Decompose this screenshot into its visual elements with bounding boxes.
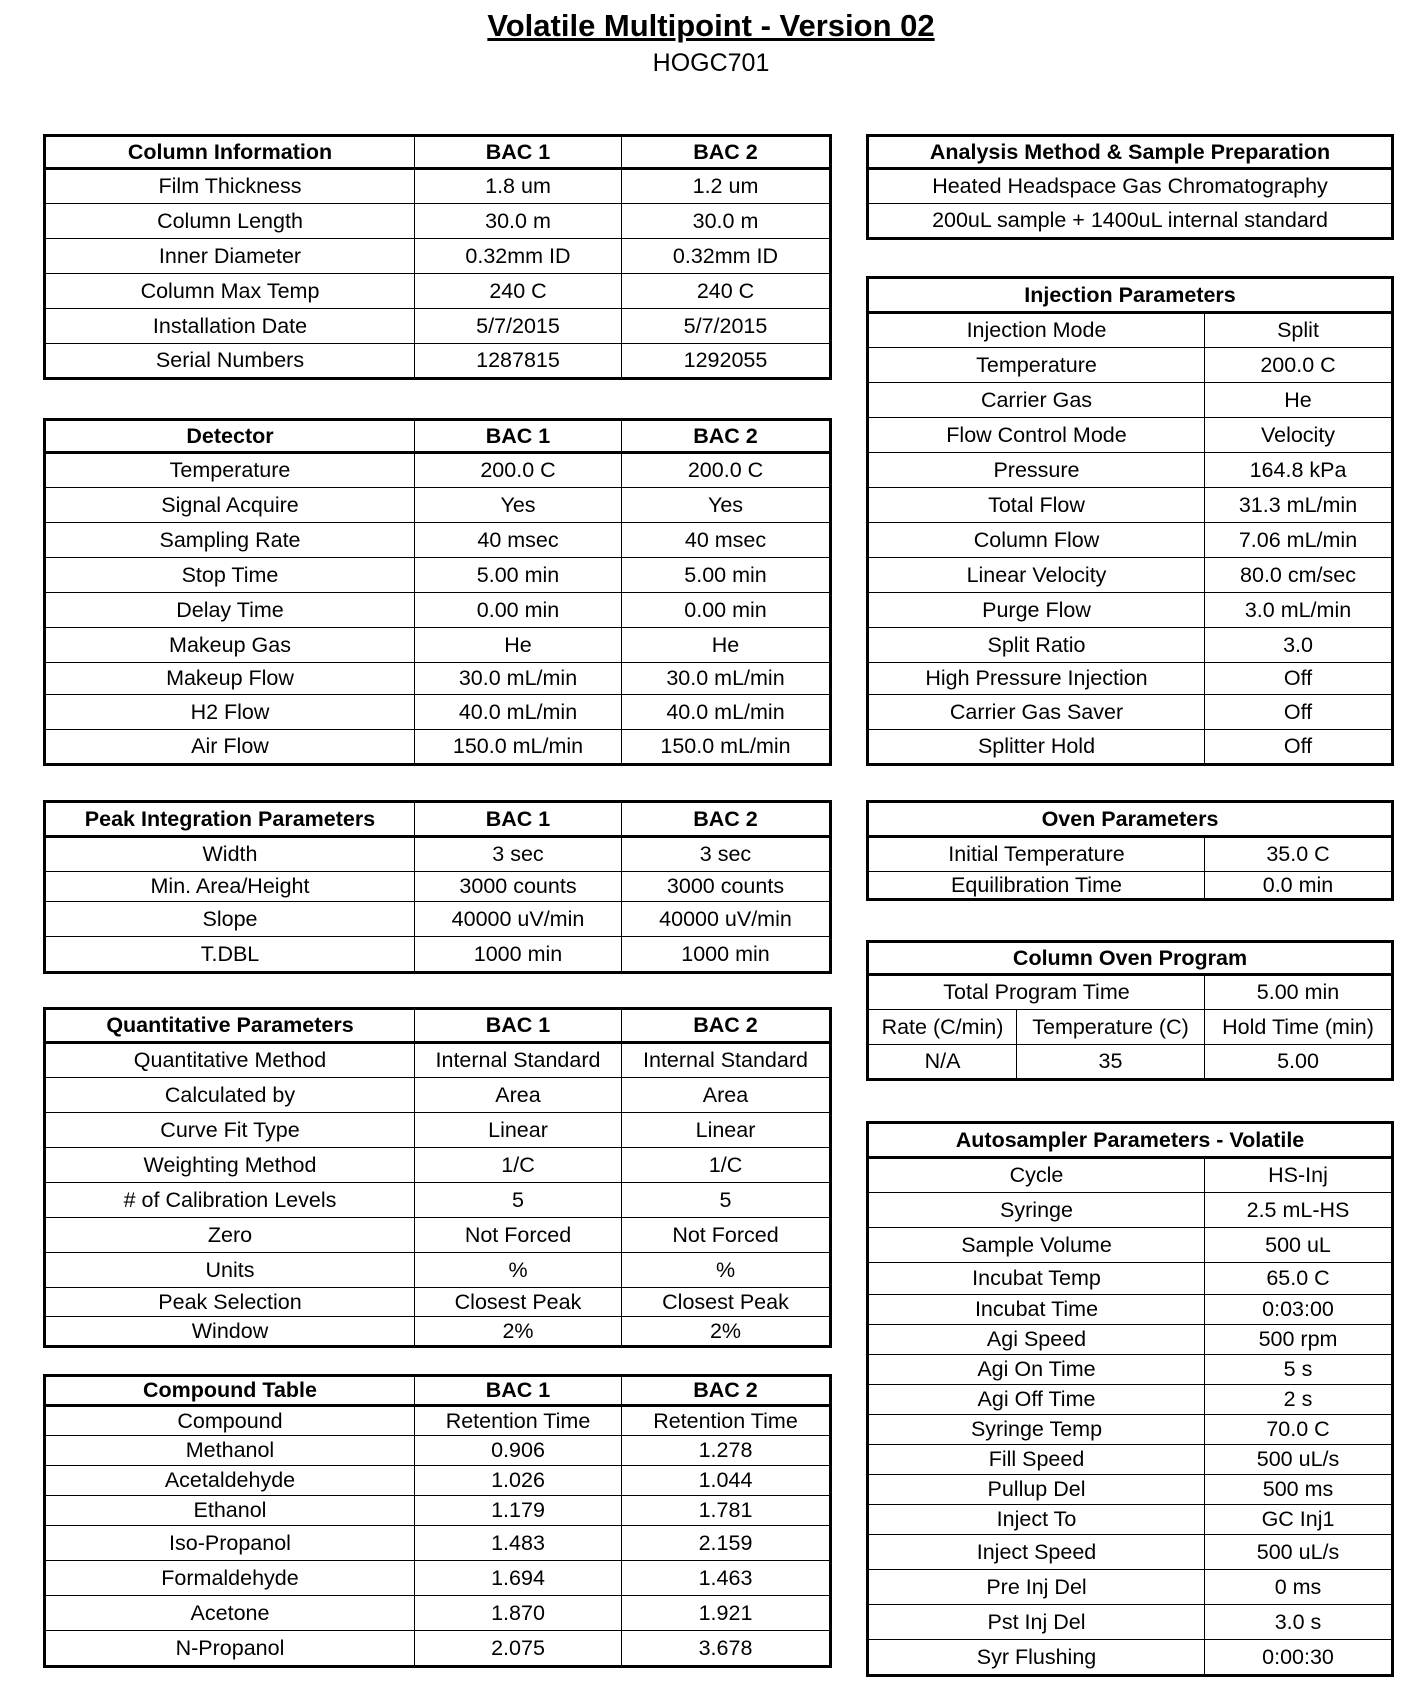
table-row <box>868 593 1393 628</box>
label-cell: Methanol <box>45 1436 415 1466</box>
value-cell: 3 sec <box>415 837 622 872</box>
value-cell: 40.0 mL/min <box>622 695 831 730</box>
value-cell: 40000 uV/min <box>415 902 622 937</box>
value-cell: 35 <box>1017 1045 1205 1080</box>
table-row <box>868 383 1393 418</box>
table-row <box>45 1078 831 1113</box>
label-cell: Window <box>45 1317 415 1347</box>
label-cell: Pst Inj Del <box>868 1605 1205 1640</box>
table-row <box>45 837 831 872</box>
value-cell: 5 s <box>1205 1355 1393 1385</box>
table-row <box>868 1605 1393 1640</box>
header-cell: BAC 2 <box>622 1376 831 1406</box>
table-row <box>868 1415 1393 1445</box>
value-cell: 80.0 cm/sec <box>1205 558 1393 593</box>
label-cell: Min. Area/Height <box>45 872 415 902</box>
table-row <box>868 837 1393 872</box>
label-cell: Agi Speed <box>868 1325 1205 1355</box>
label-cell: Width <box>45 837 415 872</box>
value-cell: 1287815 <box>415 344 622 379</box>
label-cell: Curve Fit Type <box>45 1113 415 1148</box>
value-cell: Split <box>1205 313 1393 348</box>
detector-table <box>43 418 832 766</box>
header-cell: Analysis Method & Sample Preparation <box>868 136 1393 169</box>
value-cell: 5 <box>415 1183 622 1218</box>
table-row <box>45 1317 831 1347</box>
value-cell: Area <box>415 1078 622 1113</box>
value-cell: 1.781 <box>622 1496 831 1526</box>
value-cell: 7.06 mL/min <box>1205 523 1393 558</box>
table-row <box>868 1535 1393 1570</box>
value-cell: 40 msec <box>415 523 622 558</box>
header-cell: Injection Parameters <box>868 278 1393 313</box>
label-cell: Syringe Temp <box>868 1415 1205 1445</box>
value-cell: 2 s <box>1205 1385 1393 1415</box>
value-cell: 0.00 min <box>415 593 622 628</box>
table-row <box>45 730 831 765</box>
value-cell: 0.32mm ID <box>415 239 622 274</box>
peak-integration-table <box>43 800 832 974</box>
table-row <box>868 872 1393 900</box>
value-cell: 1.8 um <box>415 169 622 204</box>
label-cell: Temperature <box>868 348 1205 383</box>
value-cell: 1.870 <box>415 1596 622 1631</box>
table-row <box>45 1288 831 1317</box>
table-row <box>868 1263 1393 1295</box>
value-cell: 5 <box>622 1183 831 1218</box>
injection-parameters-table <box>866 276 1394 766</box>
value-cell: 150.0 mL/min <box>622 730 831 765</box>
label-cell: Calculated by <box>45 1078 415 1113</box>
table-row <box>45 558 831 593</box>
label-cell: Cycle <box>868 1158 1205 1193</box>
value-cell: 70.0 C <box>1205 1415 1393 1445</box>
value-cell: Not Forced <box>415 1218 622 1253</box>
label-cell: # of Calibration Levels <box>45 1183 415 1218</box>
value-cell: Retention Time <box>622 1406 831 1436</box>
page-title: Volatile Multipoint - Version 02 <box>487 8 935 43</box>
table-row <box>45 937 831 973</box>
value-cell: 1.278 <box>622 1436 831 1466</box>
table-row <box>45 1218 831 1253</box>
oven-parameters-table <box>866 800 1394 901</box>
instrument-id: HOGC701 <box>652 49 770 77</box>
value-cell: 40 msec <box>622 523 831 558</box>
label-cell: Installation Date <box>45 309 415 344</box>
table-row <box>45 239 831 274</box>
table-row <box>868 313 1393 348</box>
value-cell: Linear <box>622 1113 831 1148</box>
value-cell: 240 C <box>622 274 831 309</box>
table-row <box>868 1193 1393 1228</box>
header-cell: Oven Parameters <box>868 802 1393 837</box>
column-header-cell: Hold Time (min) <box>1205 1010 1393 1045</box>
label-cell: Makeup Flow <box>45 663 415 695</box>
table-row <box>45 1631 831 1667</box>
value-cell: 0 ms <box>1205 1570 1393 1605</box>
value-cell: 5/7/2015 <box>415 309 622 344</box>
label-cell: Acetaldehyde <box>45 1466 415 1496</box>
column-information-table <box>43 134 832 380</box>
table-row <box>868 453 1393 488</box>
table-row <box>45 1406 831 1436</box>
value-cell: Not Forced <box>622 1218 831 1253</box>
header-cell: Column Oven Program <box>868 942 1393 975</box>
label-cell: High Pressure Injection <box>868 663 1205 695</box>
table-row <box>868 730 1393 765</box>
label-cell: Column Flow <box>868 523 1205 558</box>
value-cell: 5.00 <box>1205 1045 1393 1080</box>
label-cell: Split Ratio <box>868 628 1205 663</box>
label-cell: Purge Flow <box>868 593 1205 628</box>
label-cell: H2 Flow <box>45 695 415 730</box>
label-cell: Weighting Method <box>45 1148 415 1183</box>
value-cell: Internal Standard <box>415 1043 622 1078</box>
header-cell: BAC 1 <box>415 136 622 169</box>
table-row <box>868 558 1393 593</box>
label-cell: T.DBL <box>45 937 415 973</box>
value-cell: 5/7/2015 <box>622 309 831 344</box>
table-row <box>868 169 1393 204</box>
autosampler-parameters-table <box>866 1121 1394 1677</box>
label-cell: Sampling Rate <box>45 523 415 558</box>
table-row <box>45 204 831 239</box>
table-row <box>868 348 1393 383</box>
table-row <box>45 1183 831 1218</box>
value-cell: 1/C <box>622 1148 831 1183</box>
table-row <box>868 1228 1393 1263</box>
label-cell: Column Max Temp <box>45 274 415 309</box>
table-row <box>45 344 831 379</box>
analysis-method-table <box>866 134 1394 240</box>
label-cell: Film Thickness <box>45 169 415 204</box>
label-cell: Pullup Del <box>868 1475 1205 1505</box>
value-cell: 30.0 m <box>415 204 622 239</box>
label-cell: Acetone <box>45 1596 415 1631</box>
value-cell: 3.0 s <box>1205 1605 1393 1640</box>
value-cell: Off <box>1205 695 1393 730</box>
label-cell: Pressure <box>868 453 1205 488</box>
value-cell: 1.044 <box>622 1466 831 1496</box>
value-cell: 200.0 C <box>1205 348 1393 383</box>
label-cell: Splitter Hold <box>868 730 1205 765</box>
value-cell: Area <box>622 1078 831 1113</box>
header-cell: Autosampler Parameters - Volatile <box>868 1123 1393 1158</box>
value-cell: Velocity <box>1205 418 1393 453</box>
header-cell: Peak Integration Parameters <box>45 802 415 837</box>
value-cell: 3000 counts <box>415 872 622 902</box>
label-cell: Delay Time <box>45 593 415 628</box>
table-row <box>868 1570 1393 1605</box>
label-cell: Agi On Time <box>868 1355 1205 1385</box>
value-cell: Closest Peak <box>622 1288 831 1317</box>
header-cell: BAC 1 <box>415 420 622 453</box>
compound-table <box>43 1374 832 1668</box>
value-cell: Closest Peak <box>415 1288 622 1317</box>
label-cell: Linear Velocity <box>868 558 1205 593</box>
value-cell: 1292055 <box>622 344 831 379</box>
value-cell: 30.0 m <box>622 204 831 239</box>
table-row <box>45 309 831 344</box>
table-row <box>45 1496 831 1526</box>
header-cell: BAC 1 <box>415 1376 622 1406</box>
table-row <box>45 1466 831 1496</box>
table-row <box>45 1526 831 1561</box>
value-cell: Yes <box>415 488 622 523</box>
value-cell: Linear <box>415 1113 622 1148</box>
value-cell: 31.3 mL/min <box>1205 488 1393 523</box>
header-cell: Column Information <box>45 136 415 169</box>
table-row <box>868 663 1393 695</box>
value-cell: 0:03:00 <box>1205 1295 1393 1325</box>
table-row <box>868 1010 1393 1045</box>
header-cell: Quantitative Parameters <box>45 1009 415 1043</box>
label-cell: Total Flow <box>868 488 1205 523</box>
table-row <box>868 695 1393 730</box>
header-cell: BAC 2 <box>622 1009 831 1043</box>
label-cell: Carrier Gas Saver <box>868 695 1205 730</box>
label-cell: Inject To <box>868 1505 1205 1535</box>
label-cell: Air Flow <box>45 730 415 765</box>
table-row <box>45 695 831 730</box>
table-row <box>45 453 831 488</box>
value-cell: 240 C <box>415 274 622 309</box>
label-cell: Iso-Propanol <box>45 1526 415 1561</box>
label-cell: Column Length <box>45 204 415 239</box>
value-cell: He <box>622 628 831 663</box>
value-cell: 0.906 <box>415 1436 622 1466</box>
value-cell: 200uL sample + 1400uL internal standard <box>868 204 1393 239</box>
value-cell: 30.0 mL/min <box>622 663 831 695</box>
header-cell: Detector <box>45 420 415 453</box>
column-header-cell: Rate (C/min) <box>868 1010 1017 1045</box>
value-cell: 164.8 kPa <box>1205 453 1393 488</box>
value-cell: 1000 min <box>415 937 622 973</box>
header-cell: BAC 1 <box>415 802 622 837</box>
table-row <box>868 1640 1393 1676</box>
value-cell: 3 sec <box>622 837 831 872</box>
value-cell: 1000 min <box>622 937 831 973</box>
value-cell: 3.0 mL/min <box>1205 593 1393 628</box>
value-cell: 0:00:30 <box>1205 1640 1393 1676</box>
value-cell: 40000 uV/min <box>622 902 831 937</box>
header-cell: BAC 2 <box>622 136 831 169</box>
value-cell: 2% <box>415 1317 622 1347</box>
table-row <box>868 1385 1393 1415</box>
label-cell: Syr Flushing <box>868 1640 1205 1676</box>
value-cell: 150.0 mL/min <box>415 730 622 765</box>
value-cell: 0.0 min <box>1205 872 1393 900</box>
value-cell: 1.483 <box>415 1526 622 1561</box>
column-header-cell: Temperature (C) <box>1017 1010 1205 1045</box>
column-oven-program-table <box>866 940 1394 1081</box>
value-cell: 1.694 <box>415 1561 622 1596</box>
label-cell: Incubat Temp <box>868 1263 1205 1295</box>
value-cell: 65.0 C <box>1205 1263 1393 1295</box>
table-row <box>45 523 831 558</box>
label-cell: Total Program Time <box>868 975 1205 1010</box>
table-row <box>45 169 831 204</box>
label-cell: Equilibration Time <box>868 872 1205 900</box>
value-cell: 1.463 <box>622 1561 831 1596</box>
label-cell: Inject Speed <box>868 1535 1205 1570</box>
value-cell: 2.159 <box>622 1526 831 1561</box>
value-cell: 200.0 C <box>622 453 831 488</box>
label-cell: Formaldehyde <box>45 1561 415 1596</box>
value-cell: Internal Standard <box>622 1043 831 1078</box>
value-cell: 500 ms <box>1205 1475 1393 1505</box>
label-cell: Carrier Gas <box>868 383 1205 418</box>
value-cell: 5.00 min <box>415 558 622 593</box>
value-cell: HS-Inj <box>1205 1158 1393 1193</box>
value-cell: 0.00 min <box>622 593 831 628</box>
label-cell: Inner Diameter <box>45 239 415 274</box>
table-row <box>45 274 831 309</box>
value-cell: Retention Time <box>415 1406 622 1436</box>
label-cell: Pre Inj Del <box>868 1570 1205 1605</box>
label-cell: Slope <box>45 902 415 937</box>
table-row <box>868 523 1393 558</box>
table-row <box>45 593 831 628</box>
value-cell: 40.0 mL/min <box>415 695 622 730</box>
table-row <box>868 1355 1393 1385</box>
value-cell: 0.32mm ID <box>622 239 831 274</box>
value-cell: Yes <box>622 488 831 523</box>
table-row <box>868 418 1393 453</box>
table-row <box>45 1113 831 1148</box>
label-cell: Temperature <box>45 453 415 488</box>
table-row <box>45 1436 831 1466</box>
table-row <box>868 1158 1393 1193</box>
value-cell: % <box>415 1253 622 1288</box>
value-cell: Off <box>1205 663 1393 695</box>
value-cell: 2.075 <box>415 1631 622 1667</box>
table-row <box>868 1445 1393 1475</box>
table-row <box>45 872 831 902</box>
table-row <box>868 975 1393 1010</box>
value-cell: N/A <box>868 1045 1017 1080</box>
label-cell: Agi Off Time <box>868 1385 1205 1415</box>
label-cell: Serial Numbers <box>45 344 415 379</box>
table-row <box>45 628 831 663</box>
header-cell: BAC 1 <box>415 1009 622 1043</box>
value-cell: He <box>1205 383 1393 418</box>
value-cell: 5.00 min <box>1205 975 1393 1010</box>
label-cell: Zero <box>45 1218 415 1253</box>
value-cell: He <box>415 628 622 663</box>
label-cell: Stop Time <box>45 558 415 593</box>
value-cell: 1/C <box>415 1148 622 1183</box>
table-row <box>868 488 1393 523</box>
header-cell: BAC 2 <box>622 802 831 837</box>
table-row <box>868 1045 1393 1080</box>
value-cell: 2% <box>622 1317 831 1347</box>
value-cell: 1.2 um <box>622 169 831 204</box>
label-cell: Peak Selection <box>45 1288 415 1317</box>
header-cell: BAC 2 <box>622 420 831 453</box>
label-cell: Compound <box>45 1406 415 1436</box>
label-cell: Injection Mode <box>868 313 1205 348</box>
table-row <box>45 902 831 937</box>
value-cell: GC Inj1 <box>1205 1505 1393 1535</box>
table-row <box>868 628 1393 663</box>
value-cell: 3000 counts <box>622 872 831 902</box>
value-cell: 200.0 C <box>415 453 622 488</box>
label-cell: Syringe <box>868 1193 1205 1228</box>
value-cell: 1.179 <box>415 1496 622 1526</box>
value-cell: Heated Headspace Gas Chromatography <box>868 169 1393 204</box>
value-cell: 500 uL <box>1205 1228 1393 1263</box>
value-cell: 500 uL/s <box>1205 1535 1393 1570</box>
quantitative-parameters-table <box>43 1007 832 1348</box>
table-row <box>45 1043 831 1078</box>
table-row <box>45 1561 831 1596</box>
table-row <box>868 1475 1393 1505</box>
value-cell: 3.0 <box>1205 628 1393 663</box>
table-row <box>868 1505 1393 1535</box>
table-row <box>45 1253 831 1288</box>
label-cell: Signal Acquire <box>45 488 415 523</box>
label-cell: Initial Temperature <box>868 837 1205 872</box>
label-cell: Ethanol <box>45 1496 415 1526</box>
table-row <box>45 1596 831 1631</box>
label-cell: Sample Volume <box>868 1228 1205 1263</box>
value-cell: Off <box>1205 730 1393 765</box>
label-cell: Flow Control Mode <box>868 418 1205 453</box>
table-row <box>868 204 1393 239</box>
value-cell: 500 rpm <box>1205 1325 1393 1355</box>
table-row <box>868 1295 1393 1325</box>
label-cell: Units <box>45 1253 415 1288</box>
table-row <box>45 1148 831 1183</box>
table-row <box>868 1325 1393 1355</box>
table-row <box>45 663 831 695</box>
table-row <box>45 488 831 523</box>
header-cell: Compound Table <box>45 1376 415 1406</box>
label-cell: Fill Speed <box>868 1445 1205 1475</box>
value-cell: 500 uL/s <box>1205 1445 1393 1475</box>
value-cell: 35.0 C <box>1205 837 1393 872</box>
value-cell: 1.026 <box>415 1466 622 1496</box>
value-cell: 1.921 <box>622 1596 831 1631</box>
value-cell: 3.678 <box>622 1631 831 1667</box>
value-cell: % <box>622 1253 831 1288</box>
value-cell: 5.00 min <box>622 558 831 593</box>
value-cell: 30.0 mL/min <box>415 663 622 695</box>
label-cell: Incubat Time <box>868 1295 1205 1325</box>
label-cell: Makeup Gas <box>45 628 415 663</box>
value-cell: 2.5 mL-HS <box>1205 1193 1393 1228</box>
label-cell: Quantitative Method <box>45 1043 415 1078</box>
label-cell: N-Propanol <box>45 1631 415 1667</box>
